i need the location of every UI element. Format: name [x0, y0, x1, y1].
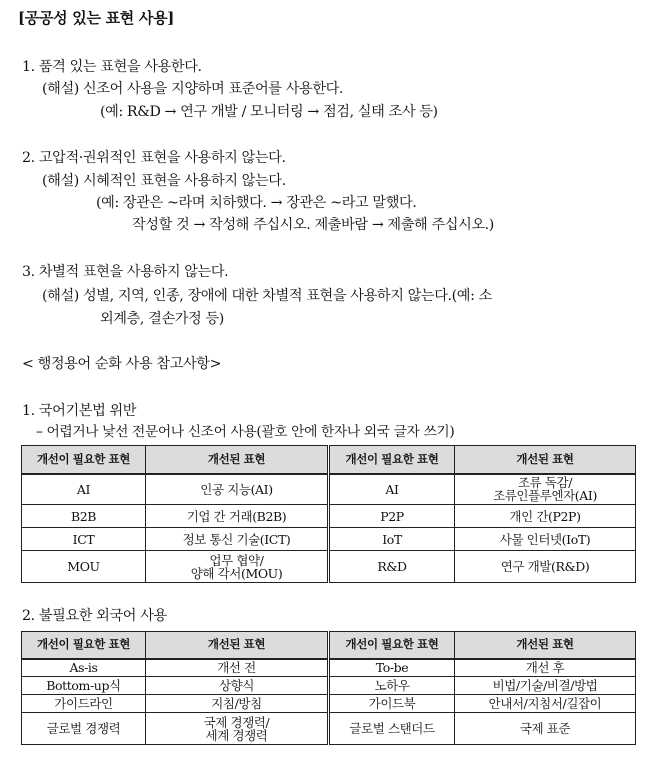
table-row [22, 474, 636, 505]
table-cell: AI [22, 474, 146, 505]
item-1-example: (예: R&D → 연구 개발 / 모니터링 → 점검, 실태 조사 등) [100, 104, 438, 120]
table-cell: 정보 통신 기술(ICT) [146, 528, 329, 551]
item-2-explanation: (해설) 시혜적인 표현을 사용하지 않는다. [42, 173, 286, 189]
table-cell: 인공 지능(AI) [146, 474, 329, 505]
table-cell: P2P [329, 505, 455, 528]
item-2-example-line-1: (예: 장관은 ~라며 치하했다. → 장관은 ~라고 말했다. [96, 195, 417, 211]
table-cell: 가이드북 [329, 695, 455, 713]
table-cell: 개인 간(P2P) [455, 505, 636, 528]
table-cell: 업무 협약/ 양해 각서(MOU) [146, 551, 329, 583]
table-cell: Bottom-up식 [22, 677, 146, 695]
table-cell: AI [329, 474, 455, 505]
document-title: [공공성 있는 표현 사용] [18, 9, 175, 27]
item-2-example-line-2: 작성할 것 → 작성해 주십시오. 제출바람 → 제출해 주십시오.) [132, 217, 494, 233]
table-cell: 개선 후 [455, 659, 636, 677]
table-row [22, 528, 636, 551]
item-2-heading: 2. 고압적·권위적인 표현을 사용하지 않는다. [22, 150, 286, 166]
section-1-table [21, 445, 636, 583]
table-row [22, 551, 636, 583]
section-1-subtitle: – 어렵거나 낯선 전문어나 신조어 사용(괄호 안에 한자나 외국 글자 쓰기) [36, 424, 455, 440]
table-cell: 개선 전 [146, 659, 329, 677]
table-cell: 기업 간 거래(B2B) [146, 505, 329, 528]
table-cell: 국제 표준 [455, 713, 636, 745]
item-3-explanation-cont: 외계층, 결손가정 등) [100, 311, 224, 327]
table-cell: 비법/기술/비결/방법 [455, 677, 636, 695]
table-row [22, 659, 636, 677]
table-row [22, 677, 636, 695]
header-cell: 개선이 필요한 표현 [329, 446, 455, 474]
table-row [22, 695, 636, 713]
item-3-heading: 3. 차별적 표현을 사용하지 않는다. [22, 264, 229, 280]
table-cell: 조류 독감/ 조류인플루엔자(AI) [455, 474, 636, 505]
table-cell: 가이드라인 [22, 695, 146, 713]
table-cell: As-is [22, 659, 146, 677]
table-cell: 글로벌 경쟁력 [22, 713, 146, 745]
section-1-title: 1. 국어기본법 위반 [22, 403, 137, 419]
item-3-explanation: (해설) 성별, 지역, 인종, 장애에 대한 차별적 표현을 사용하지 않는다.(예: 소 [42, 288, 492, 304]
table-cell: ICT [22, 528, 146, 551]
table-cell: MOU [22, 551, 146, 583]
section-2-title: 2. 불필요한 외국어 사용 [22, 608, 167, 624]
table-header-row [22, 446, 636, 474]
header-cell: 개선된 표현 [455, 632, 636, 659]
table-cell: 안내서/지침서/길잡이 [455, 695, 636, 713]
table-header-row [22, 632, 636, 659]
table-cell: 연구 개발(R&D) [455, 551, 636, 583]
header-cell: 개선이 필요한 표현 [22, 632, 146, 659]
header-cell: 개선된 표현 [146, 446, 329, 474]
table-row [22, 713, 636, 745]
section-2-table [21, 631, 636, 745]
header-cell: 개선된 표현 [455, 446, 636, 474]
table-cell: 상향식 [146, 677, 329, 695]
reference-title: < 행정용어 순화 사용 참고사항> [22, 356, 222, 372]
header-cell: 개선이 필요한 표현 [329, 632, 455, 659]
header-cell: 개선이 필요한 표현 [22, 446, 146, 474]
item-1-explanation: (해설) 신조어 사용을 지양하며 표준어를 사용한다. [42, 81, 344, 97]
table-cell: 사물 인터넷(IoT) [455, 528, 636, 551]
item-1-heading: 1. 품격 있는 표현을 사용한다. [22, 59, 202, 75]
table-cell: R&D [329, 551, 455, 583]
table-cell: 지침/방침 [146, 695, 329, 713]
header-cell: 개선된 표현 [146, 632, 329, 659]
table-cell: To-be [329, 659, 455, 677]
table-cell: B2B [22, 505, 146, 528]
table-cell: IoT [329, 528, 455, 551]
table-cell: 국제 경쟁력/ 세계 경쟁력 [146, 713, 329, 745]
table-row [22, 505, 636, 528]
table-cell: 글로벌 스탠더드 [329, 713, 455, 745]
table-cell: 노하우 [329, 677, 455, 695]
